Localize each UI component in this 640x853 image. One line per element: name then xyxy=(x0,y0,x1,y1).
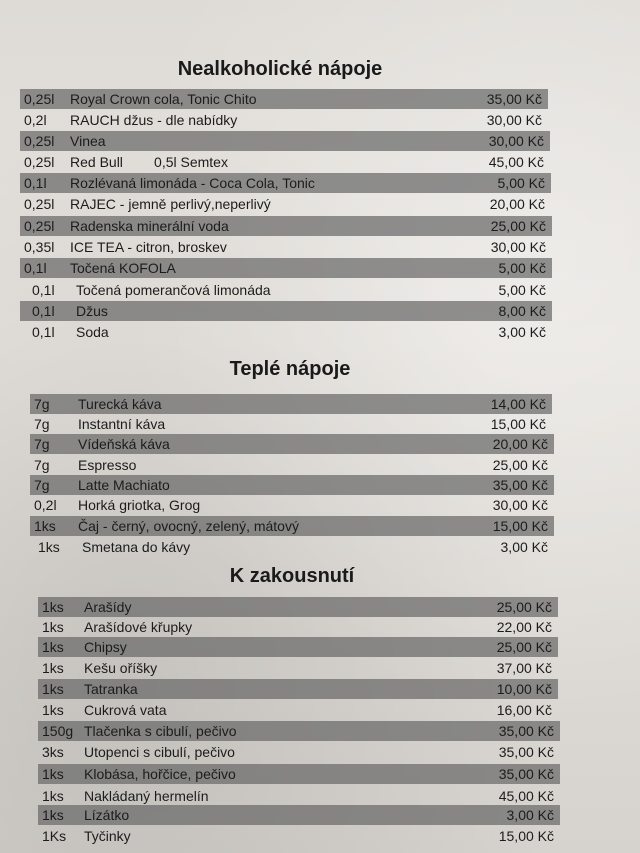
menu-row xyxy=(38,597,558,617)
item-quantity: 3ks xyxy=(42,744,64,760)
item-quantity: 1ks xyxy=(34,518,56,534)
item-name: Espresso xyxy=(78,457,137,473)
item-quantity: 1ks xyxy=(42,619,64,635)
menu-row xyxy=(20,89,548,109)
item-name: Red Bull 0,5l Semtex xyxy=(70,154,228,170)
item-quantity: 0,1l xyxy=(24,175,47,191)
item-price: 30,00 Kč xyxy=(488,133,544,149)
item-price: 20,00 Kč xyxy=(492,436,548,452)
menu-row xyxy=(20,194,551,214)
item-quantity: 1Ks xyxy=(42,828,67,844)
item-name: Tlačenka s cibulí, pečivo xyxy=(84,723,237,739)
menu-row xyxy=(30,455,554,475)
menu-row xyxy=(38,721,560,741)
item-price: 35,00 Kč xyxy=(498,723,554,739)
item-quantity: 0,25l xyxy=(24,196,55,212)
menu-row xyxy=(30,434,554,454)
item-name: Royal Crown cola, Tonic Chito xyxy=(70,91,257,107)
item-price: 3,00 Kč xyxy=(506,807,554,823)
menu-row xyxy=(30,537,554,557)
menu-row xyxy=(38,805,560,825)
item-name: Džus xyxy=(76,303,108,319)
item-price: 37,00 Kč xyxy=(496,660,552,676)
item-quantity: 1ks xyxy=(42,788,64,804)
item-quantity: 7g xyxy=(34,457,50,473)
menu-row xyxy=(30,495,554,515)
item-name: Rozlévaná limonáda - Coca Cola, Tonic xyxy=(70,175,315,191)
item-name: Horká griotka, Grog xyxy=(78,497,201,513)
menu-row xyxy=(38,637,558,657)
item-name: Utopenci s cibulí, pečivo xyxy=(84,744,235,760)
item-quantity: 0,2l xyxy=(24,112,47,128)
item-quantity: 1ks xyxy=(42,660,64,676)
menu-row xyxy=(20,322,552,342)
menu-row xyxy=(20,131,550,151)
section-title-snacks: K zakousnutí xyxy=(229,565,355,587)
item-name: Latte Machiato xyxy=(78,477,170,493)
item-quantity: 150g xyxy=(42,723,74,739)
item-price: 30,00 Kč xyxy=(486,112,542,128)
item-price: 8,00 Kč xyxy=(498,303,546,319)
item-quantity: 1ks xyxy=(42,807,64,823)
section-title-hot-drinks: Teplé nápoje xyxy=(229,358,351,380)
item-name: Radenska minerální voda xyxy=(70,218,229,234)
item-quantity: 1ks xyxy=(42,766,64,782)
menu-row xyxy=(20,237,552,257)
item-name: Soda xyxy=(76,324,109,340)
item-price: 10,00 Kč xyxy=(496,681,552,697)
item-name: Čaj - černý, ovocný, zelený, mátový xyxy=(78,518,299,534)
menu-row xyxy=(30,394,552,414)
item-name: Lízátko xyxy=(84,807,130,823)
item-name: Nakládaný hermelín xyxy=(84,788,209,804)
item-name: Instantní káva xyxy=(78,416,166,432)
item-name: Točená pomerančová limonáda xyxy=(76,282,271,298)
item-quantity: 0,35l xyxy=(24,239,55,255)
item-price: 15,00 Kč xyxy=(492,518,548,534)
item-price: 5,00 Kč xyxy=(498,282,546,298)
item-name: RAUCH džus - dle nabídky xyxy=(70,112,238,128)
item-price: 35,00 Kč xyxy=(492,477,548,493)
item-name: Vinea xyxy=(70,133,106,149)
section-title-soft-drinks: Nealkoholické nápoje xyxy=(177,58,383,80)
item-price: 30,00 Kč xyxy=(492,497,548,513)
item-name: Tyčinky xyxy=(84,828,131,844)
item-name: Točená KOFOLA xyxy=(70,260,176,276)
menu-row xyxy=(20,110,548,130)
menu-row xyxy=(30,475,554,495)
item-quantity: 0,25l xyxy=(24,218,55,234)
item-price: 5,00 Kč xyxy=(498,260,546,276)
item-quantity: 7g xyxy=(34,436,50,452)
item-price: 45,00 Kč xyxy=(498,788,554,804)
item-name: RAJEC - jemně perlivý,neperlivý xyxy=(70,196,271,212)
item-quantity: 1ks xyxy=(42,639,64,655)
item-quantity: 0,1l xyxy=(32,303,55,319)
menu-row xyxy=(20,173,551,193)
item-quantity: 0,1l xyxy=(24,260,47,276)
item-name: ICE TEA - citron, broskev xyxy=(70,239,227,255)
item-quantity: 1ks xyxy=(38,539,60,555)
menu-row xyxy=(38,742,560,762)
item-name: Arašídy xyxy=(84,599,132,615)
item-name: Smetana do kávy xyxy=(82,539,191,555)
menu-row xyxy=(38,764,560,784)
item-price: 35,00 Kč xyxy=(486,91,542,107)
item-price: 16,00 Kč xyxy=(496,702,552,718)
item-price: 3,00 Kč xyxy=(498,324,546,340)
menu-row xyxy=(38,786,560,806)
item-quantity: 1ks xyxy=(42,599,64,615)
item-price: 35,00 Kč xyxy=(498,744,554,760)
item-price: 20,00 Kč xyxy=(489,196,545,212)
item-price: 15,00 Kč xyxy=(490,416,546,432)
item-quantity: 0,1l xyxy=(32,282,55,298)
item-price: 22,00 Kč xyxy=(496,619,552,635)
item-price: 15,00 Kč xyxy=(498,828,554,844)
item-quantity: 7g xyxy=(34,416,50,432)
item-name: Vídeňská káva xyxy=(78,436,170,452)
item-price: 35,00 Kč xyxy=(498,766,554,782)
menu-row xyxy=(38,700,558,720)
item-price: 25,00 Kč xyxy=(496,599,552,615)
menu-row xyxy=(30,516,554,536)
menu-row xyxy=(38,658,558,678)
item-name: Chipsy xyxy=(84,639,127,655)
item-name: Cukrová vata xyxy=(84,702,167,718)
menu-row xyxy=(20,216,552,236)
item-name: Tatranka xyxy=(84,681,138,697)
item-quantity: 1ks xyxy=(42,702,64,718)
item-quantity: 0,25l xyxy=(24,133,55,149)
menu-row xyxy=(20,280,552,300)
item-price: 25,00 Kč xyxy=(492,457,548,473)
menu-row xyxy=(38,617,558,637)
item-quantity: 7g xyxy=(34,477,50,493)
menu-row xyxy=(20,301,552,321)
menu-row xyxy=(20,258,552,278)
item-price: 5,00 Kč xyxy=(497,175,545,191)
item-name: Arašídové křupky xyxy=(84,619,193,635)
item-quantity: 0,25l xyxy=(24,91,55,107)
item-price: 25,00 Kč xyxy=(496,639,552,655)
item-price: 30,00 Kč xyxy=(490,239,546,255)
item-quantity: 0,2l xyxy=(34,497,57,513)
item-name: Turecká káva xyxy=(78,396,162,412)
menu-row xyxy=(38,679,558,699)
item-quantity: 0,25l xyxy=(24,154,55,170)
item-name: Kešu oříšky xyxy=(84,660,158,676)
item-quantity: 0,1l xyxy=(32,324,55,340)
item-price: 14,00 Kč xyxy=(490,396,546,412)
item-price: 25,00 Kč xyxy=(490,218,546,234)
item-quantity: 1ks xyxy=(42,681,64,697)
item-quantity: 7g xyxy=(34,396,50,412)
item-name: Klobása, hořčice, pečivo xyxy=(84,766,236,782)
menu-row xyxy=(38,826,560,846)
item-price: 3,00 Kč xyxy=(500,539,548,555)
item-price: 45,00 Kč xyxy=(488,154,544,170)
menu-row xyxy=(20,152,550,172)
menu-row xyxy=(30,414,552,434)
